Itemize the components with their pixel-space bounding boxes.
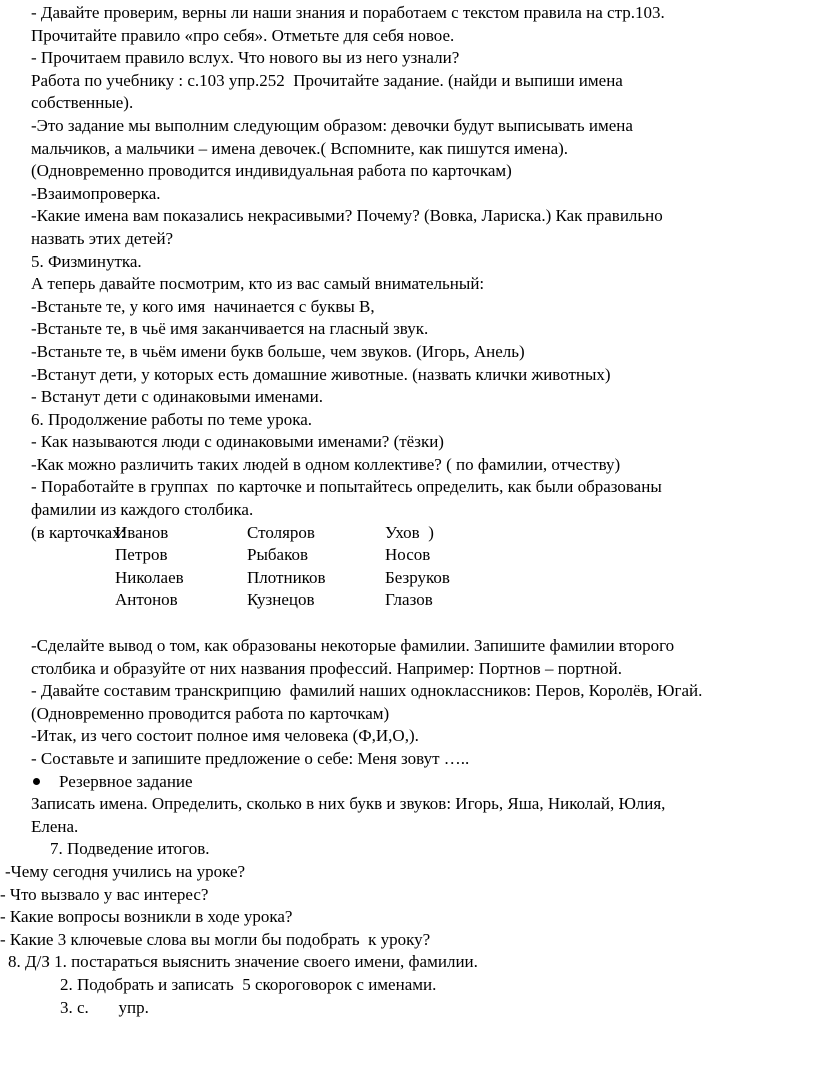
text-line: -Это задание мы выполним следующим образом: девочки будут выписывать имена xyxy=(31,115,633,135)
text-line: - Встанут дети с одинаковыми именами. xyxy=(31,387,324,407)
surname-cell: Столяров xyxy=(247,522,315,542)
surname-cell: Носов xyxy=(385,545,431,565)
text-line: А теперь давайте посмотрим, кто из вас самый внимательный: xyxy=(31,274,485,294)
surname-row xyxy=(0,567,812,590)
text-line: столбика и образуйте от них названия профессий. Например: Портнов – портной. xyxy=(31,658,622,678)
surname-row xyxy=(0,544,812,567)
text-line: -Встанут дети, у которых есть домашние животные. (назвать клички животных) xyxy=(31,364,611,384)
blank-line xyxy=(0,612,812,635)
surname-cell: Антонов xyxy=(115,590,178,610)
document-text xyxy=(0,2,812,1019)
bullet-text: Резервное задание xyxy=(59,771,193,791)
text-line: - Как называются люди с одинаковыми именами? (тёзки) xyxy=(31,432,444,452)
homework-line: 8. Д/З 1. постараться выяснить значение своего имени, фамилии. xyxy=(8,952,478,972)
text-line: - Что вызвало у вас интерес? xyxy=(0,884,209,904)
surname-table xyxy=(0,522,812,612)
text-line: - Какие 3 ключевые слова вы могли бы подобрать к уроку? xyxy=(0,929,431,949)
text-line: Прочитайте правило «про себя». Отметьте для себя новое. xyxy=(31,25,455,45)
text-line: мальчиков, а мальчики – имена девочек.( Вспомните, как пишутся имена). xyxy=(31,138,569,158)
text-line: -Взаимопроверка. xyxy=(31,183,161,203)
text-line: -Сделайте вывод о том, как образованы некоторые фамилии. Запишите фамилии второго xyxy=(31,636,675,656)
section-heading-summary: 7. Подведение итогов. xyxy=(50,839,210,859)
surname-cell: Петров xyxy=(115,545,168,565)
surname-cell: Рыбаков xyxy=(247,545,308,565)
text-line: - Давайте проверим, верны ли наши знания и поработаем с текстом правила на стр.103. xyxy=(31,3,665,22)
surname-cell: Безруков xyxy=(385,567,450,587)
text-line: - Поработайте в группах по карточке и попытайтесь определить, как были образованы xyxy=(31,477,662,497)
surname-cell: Плотников xyxy=(247,567,326,587)
surname-cell: Ухов ) xyxy=(385,522,434,542)
text-line: Елена. xyxy=(31,816,79,836)
text-line: Записать имена. Определить, сколько в них букв и звуков: Игорь, Яша, Николай, Юлия, xyxy=(31,794,666,814)
bullet-item xyxy=(0,771,812,794)
text-line: назвать этих детей? xyxy=(31,228,174,248)
surname-row xyxy=(0,589,812,612)
text-line: (Одновременно проводится индивидуальная работа по карточкам) xyxy=(31,161,512,181)
text-line: (Одновременно проводится работа по карточкам) xyxy=(31,703,390,723)
text-line: - Давайте составим транскрипцию фамилий наших одноклассников: Перов, Королёв, Югай. xyxy=(31,681,703,701)
text-line: -Итак, из чего состоит полное имя человека (Ф,И,О,). xyxy=(31,726,419,746)
homework-line: 3. с. упр. xyxy=(60,997,149,1017)
surname-cell: Глазов xyxy=(385,590,433,610)
text-line: -Чему сегодня учились на уроке? xyxy=(5,861,246,881)
surname-row xyxy=(0,522,812,545)
text-line: -Встаньте те, в чьё имя заканчивается на гласный звук. xyxy=(31,319,429,339)
text-line: -Встаньте те, у кого имя начинается с буквы В, xyxy=(31,296,375,316)
surname-cell: Николаев xyxy=(115,567,184,587)
text-line: собственные). xyxy=(31,93,134,113)
homework-line: 2. Подобрать и записать 5 скороговорок с именами. xyxy=(60,974,437,994)
text-line: -Встаньте те, в чьём имени букв больше, чем звуков. (Игорь, Анель) xyxy=(31,341,525,361)
text-line: -Какие имена вам показались некрасивыми? Почему? (Вовка, Лариска.) Как правильно xyxy=(31,206,663,226)
text-line: - Составьте и запишите предложение о себе: Меня зовут ….. xyxy=(31,749,470,768)
text-line: Работа по учебнику : с.103 упр.252 Прочитайте задание. (найди и выпиши имена xyxy=(31,70,623,90)
text-line: фамилии из каждого столбика. xyxy=(31,500,254,520)
text-line: - Какие вопросы возникли в ходе урока? xyxy=(0,907,293,927)
bullet-icon xyxy=(33,778,40,785)
table-prefix: (в карточках: xyxy=(31,522,126,542)
surname-cell: Кузнецов xyxy=(247,590,315,610)
text-line: - Прочитаем правило вслух. Что нового вы из него узнали? xyxy=(31,48,460,68)
section-heading-continuation: 6. Продолжение работы по теме урока. xyxy=(31,409,312,429)
text-line: -Как можно различить таких людей в одном коллективе? ( по фамилии, отчеству) xyxy=(31,454,621,474)
surname-cell: Иванов xyxy=(115,522,169,542)
section-heading-fizminutka: 5. Физминутка. xyxy=(31,251,142,271)
